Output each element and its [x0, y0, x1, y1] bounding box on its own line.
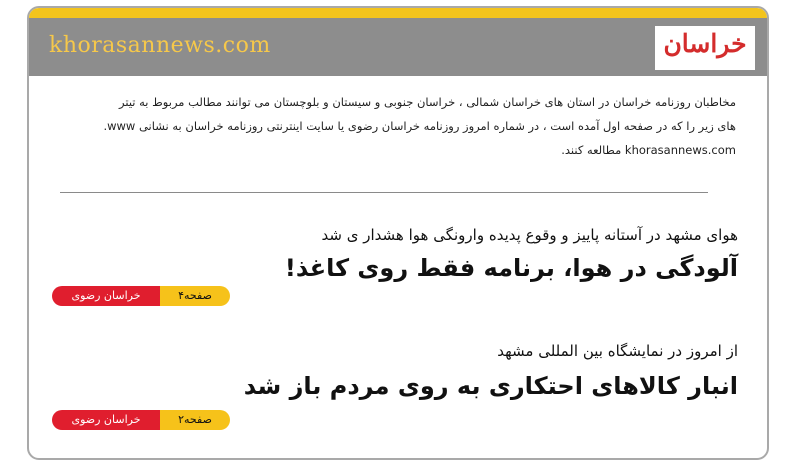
item-2-subtitle: از امروز در نمایشگاه بین المللی مشهد: [497, 342, 738, 360]
header-bar: [29, 18, 767, 76]
site-url[interactable]: khorasannews.com: [49, 33, 271, 58]
item-2-badge[interactable]: [52, 410, 230, 430]
top-accent-bar: [29, 8, 767, 18]
logo: [655, 26, 755, 70]
notice-line-2: های زیر را که در صفحه اول آمده است ، در شماره امروز روزنامه خراسان رضوی یا سایت اینترنتی روزنامه خراسان به نشانی www.: [103, 119, 736, 133]
notice-line-1: مخاطبان روزنامه خراسان در استان های خراسان شمالی ، خراسان جنوبی و سیستان و بلوچستان می توانند مطالب مربوط به تیتر: [119, 95, 736, 109]
item-1-badge-section: خراسان رضوی: [52, 286, 160, 306]
item-2-badge-section: خراسان رضوی: [52, 410, 160, 430]
item-2-headline[interactable]: انبار کالاهای احتکاری به روی مردم باز شد: [243, 372, 738, 400]
logo-text: خراسان: [663, 29, 747, 58]
item-1-badge[interactable]: [52, 286, 230, 306]
notice-line-3: khorasannews.com مطالعه کنند.: [561, 143, 736, 157]
section-divider: [60, 192, 708, 193]
notice-paragraph: [34, 90, 736, 162]
item-2-badge-page: صفحه۲: [160, 410, 230, 430]
item-1-headline[interactable]: آلودگی در هوا، برنامه فقط روی کاغذ!: [284, 254, 738, 282]
item-1-badge-page: صفحه۴: [160, 286, 230, 306]
item-1-subtitle: هوای مشهد در آستانه پاییز و وقوع پدیده وارونگی هوا هشدار ی شد: [321, 226, 738, 244]
